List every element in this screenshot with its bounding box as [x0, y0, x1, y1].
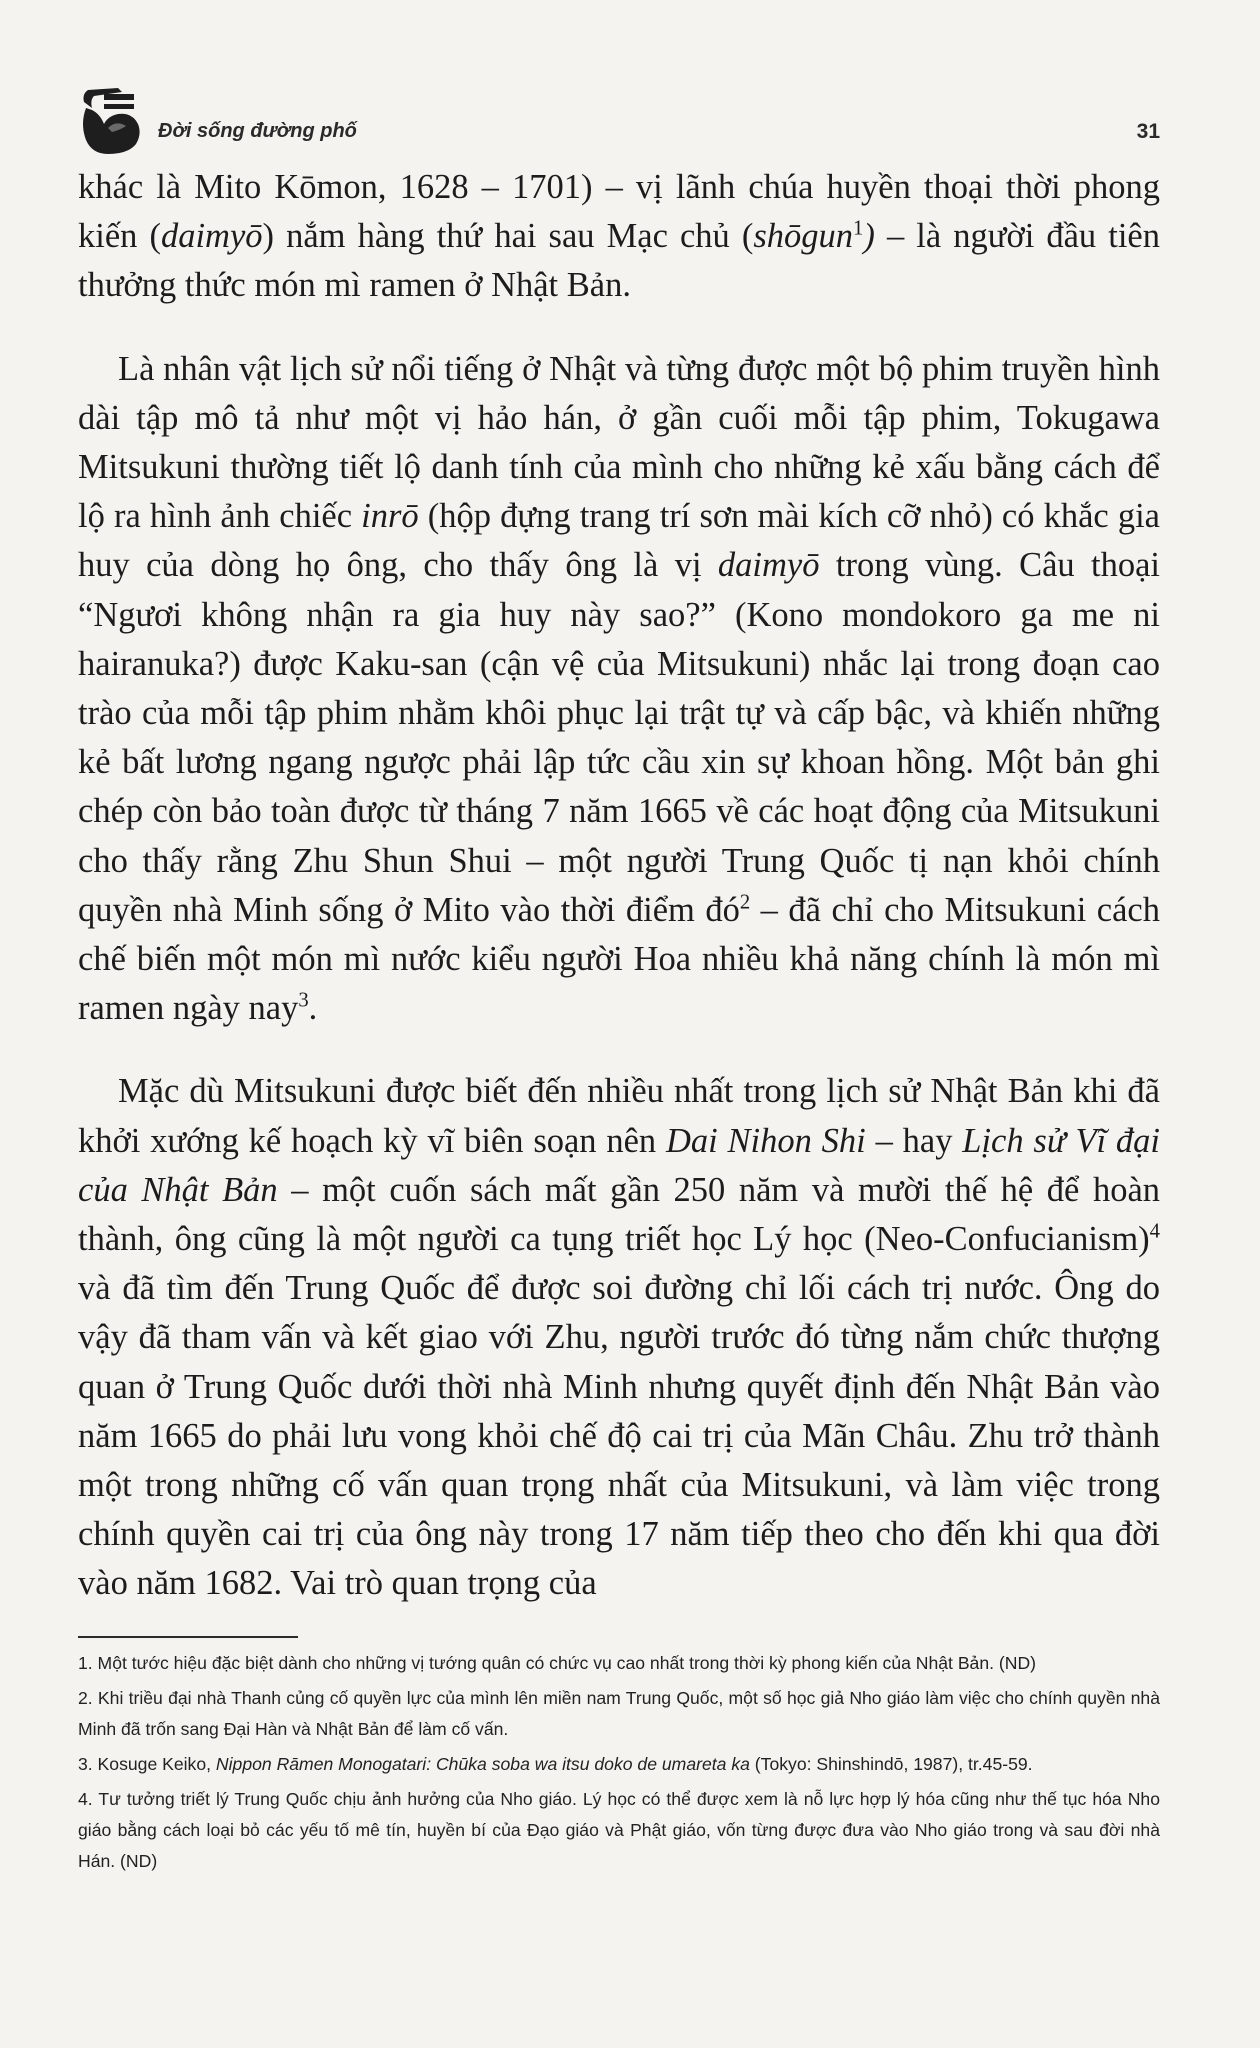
- text-span: – là người đầu tiên thưởng thức món mì ramen ở Nhật Bản.: [78, 217, 1160, 305]
- text-span: 2. Khi triều đại nhà Thanh củng cố quyền lực của mình lên miền nam Trung Quốc, một số học giả Nho giáo làm việc cho chính quyền nhà Minh đã trốn sang Đại Hàn và Nhật Bản để làm cố vấn.: [78, 1688, 1160, 1739]
- footnote-marker: 2: [739, 891, 751, 914]
- text-span: 4. Tư tưởng triết lý Trung Quốc chịu ảnh hưởng của Nho giáo. Lý học có thể được xem là nỗ lực hợp lý hóa cũng như thế tục hóa Nho giáo bằng cách loại bỏ các yếu tố mê tín, huyền bí của Đạo giáo và Phật giáo, vốn từng được đưa vào Nho giáo trong và sau đời nhà Hán. (ND): [78, 1789, 1160, 1871]
- text-span: .: [308, 989, 318, 1028]
- italic-span: daimyō: [160, 217, 263, 256]
- text-span: ) nắm hàng thứ hai sau Mạc chủ (: [262, 217, 754, 256]
- text-span: trong vùng. Câu thoại “Ngươi không nhận ra gia huy này sao?” (Kono mondokoro ga me ni hairanuka?) được Kaku-san (cận vệ của Mitsukuni) nhắc lại trong đoạn cao trào của mỗi tập phim nhằm khôi phục lại trật tự và cấp bậc, và khiến những kẻ bất lương ngang ngược phải lập tức cầu xin sự khoan hồng. Một bản ghi chép còn bảo toàn được từ tháng 7 năm 1665 về các hoạt động của Mitsukuni cho thấy rằng Zhu Shun Shui – một người Trung Quốc tị nạn khỏi chính quyền nhà Minh sống ở Mito vào thời điểm đó: [78, 546, 1160, 929]
- footnote: [78, 1784, 1160, 1877]
- text-span: – hay: [865, 1121, 963, 1160]
- body-text: [78, 163, 1160, 1609]
- text-span: (Tokyo: Shinshindō, 1987), tr.45-59.: [749, 1754, 1033, 1774]
- text-span: Mặc dù Mitsukuni được biết đến nhiều nhất trong lịch sử Nhật Bản khi đã khởi xướng kế hoạch kỳ vĩ biên soạn nên: [78, 1072, 1160, 1160]
- text-span: (hộp đựng trang trí sơn mài kích cỡ nhỏ) có khắc gia huy của dòng họ ông, cho thấy ông là vị: [78, 497, 1160, 585]
- italic-span: shōgun: [753, 217, 854, 256]
- text-span: – đã chỉ cho Mitsukuni cách chế biến một món mì nước kiểu người Hoa nhiều khả năng chính là món mì ramen ngày nay: [78, 890, 1160, 1028]
- text-span: – một cuốn sách mất gần 250 năm và mười thế hệ để hoàn thành, ông cũng là một người ca tụng triết học Lý học (Neo-Confucianism): [78, 1170, 1161, 1259]
- italic-span: daimyō: [717, 546, 820, 585]
- footnote: [78, 1749, 1160, 1780]
- italic-span: Lịch sử Vĩ đại của Nhật Bản: [78, 1121, 1160, 1209]
- text-span: 3. Kosuge Keiko,: [78, 1754, 216, 1774]
- italic-span: Dai Nihon Shi: [665, 1121, 866, 1160]
- text-span: và đã tìm đến Trung Quốc để được soi đường chỉ lối cách trị nước. Ông do vậy đã tham vấn và kết giao với Zhu, người trước đó từng nắm chức thượng quan ở Trung Quốc dưới thời nhà Minh nhưng quyết định đến Nhật Bản vào năm 1665 do phải lưu vong khỏi chế độ cai trị của Mãn Châu. Zhu trở thành một trong những cố vấn quan trọng nhất của Mitsukuni, và làm việc trong chính quyền cai trị của ông này trong 17 năm tiếp theo cho đến khi qua đời vào năm 1682. Vai trò quan trọng của: [78, 1269, 1160, 1603]
- footnote-marker: 1: [853, 217, 864, 240]
- text-span: khác là Mito Kōmon, 1628 – 1701) – vị lãnh chúa huyền thoại thời phong kiến (: [78, 168, 1160, 256]
- text-span: 1. Một tước hiệu đặc biệt dành cho những vị tướng quân có chức vụ cao nhất trong thời kỳ phong kiến của Nhật Bản. (ND): [78, 1653, 1037, 1673]
- italic-span: Nippon Rāmen Monogatari: Chūka soba wa itsu doko de umareta ka: [215, 1754, 750, 1774]
- paragraph: [78, 163, 1160, 311]
- footnote: [78, 1648, 1160, 1679]
- running-header-title: Đời sống đường phố: [158, 120, 357, 142]
- footnote-marker: 3: [298, 989, 309, 1012]
- running-header: [78, 84, 1160, 164]
- footnotes: [78, 1648, 1160, 1881]
- page-number: 31: [1136, 120, 1160, 143]
- footnote-marker: 4: [1149, 1220, 1160, 1243]
- paragraph: [78, 345, 1160, 1034]
- text-span: Là nhân vật lịch sử nổi tiếng ở Nhật và từng được một bộ phim truyền hình dài tập mô tả như một vị hảo hán, ở gần cuối mỗi tập phim, Tokugawa Mitsukuni thường tiết lộ danh tính của mình cho những kẻ xấu bằng cách để lộ ra hình ảnh chiếc: [78, 349, 1160, 536]
- italic-span: inrō: [361, 497, 419, 536]
- italic-span: ): [863, 217, 875, 256]
- lamp-ornament-icon: [78, 84, 146, 156]
- footnote: [78, 1683, 1160, 1745]
- footnote-divider: [78, 1636, 298, 1638]
- paragraph: [78, 1067, 1160, 1608]
